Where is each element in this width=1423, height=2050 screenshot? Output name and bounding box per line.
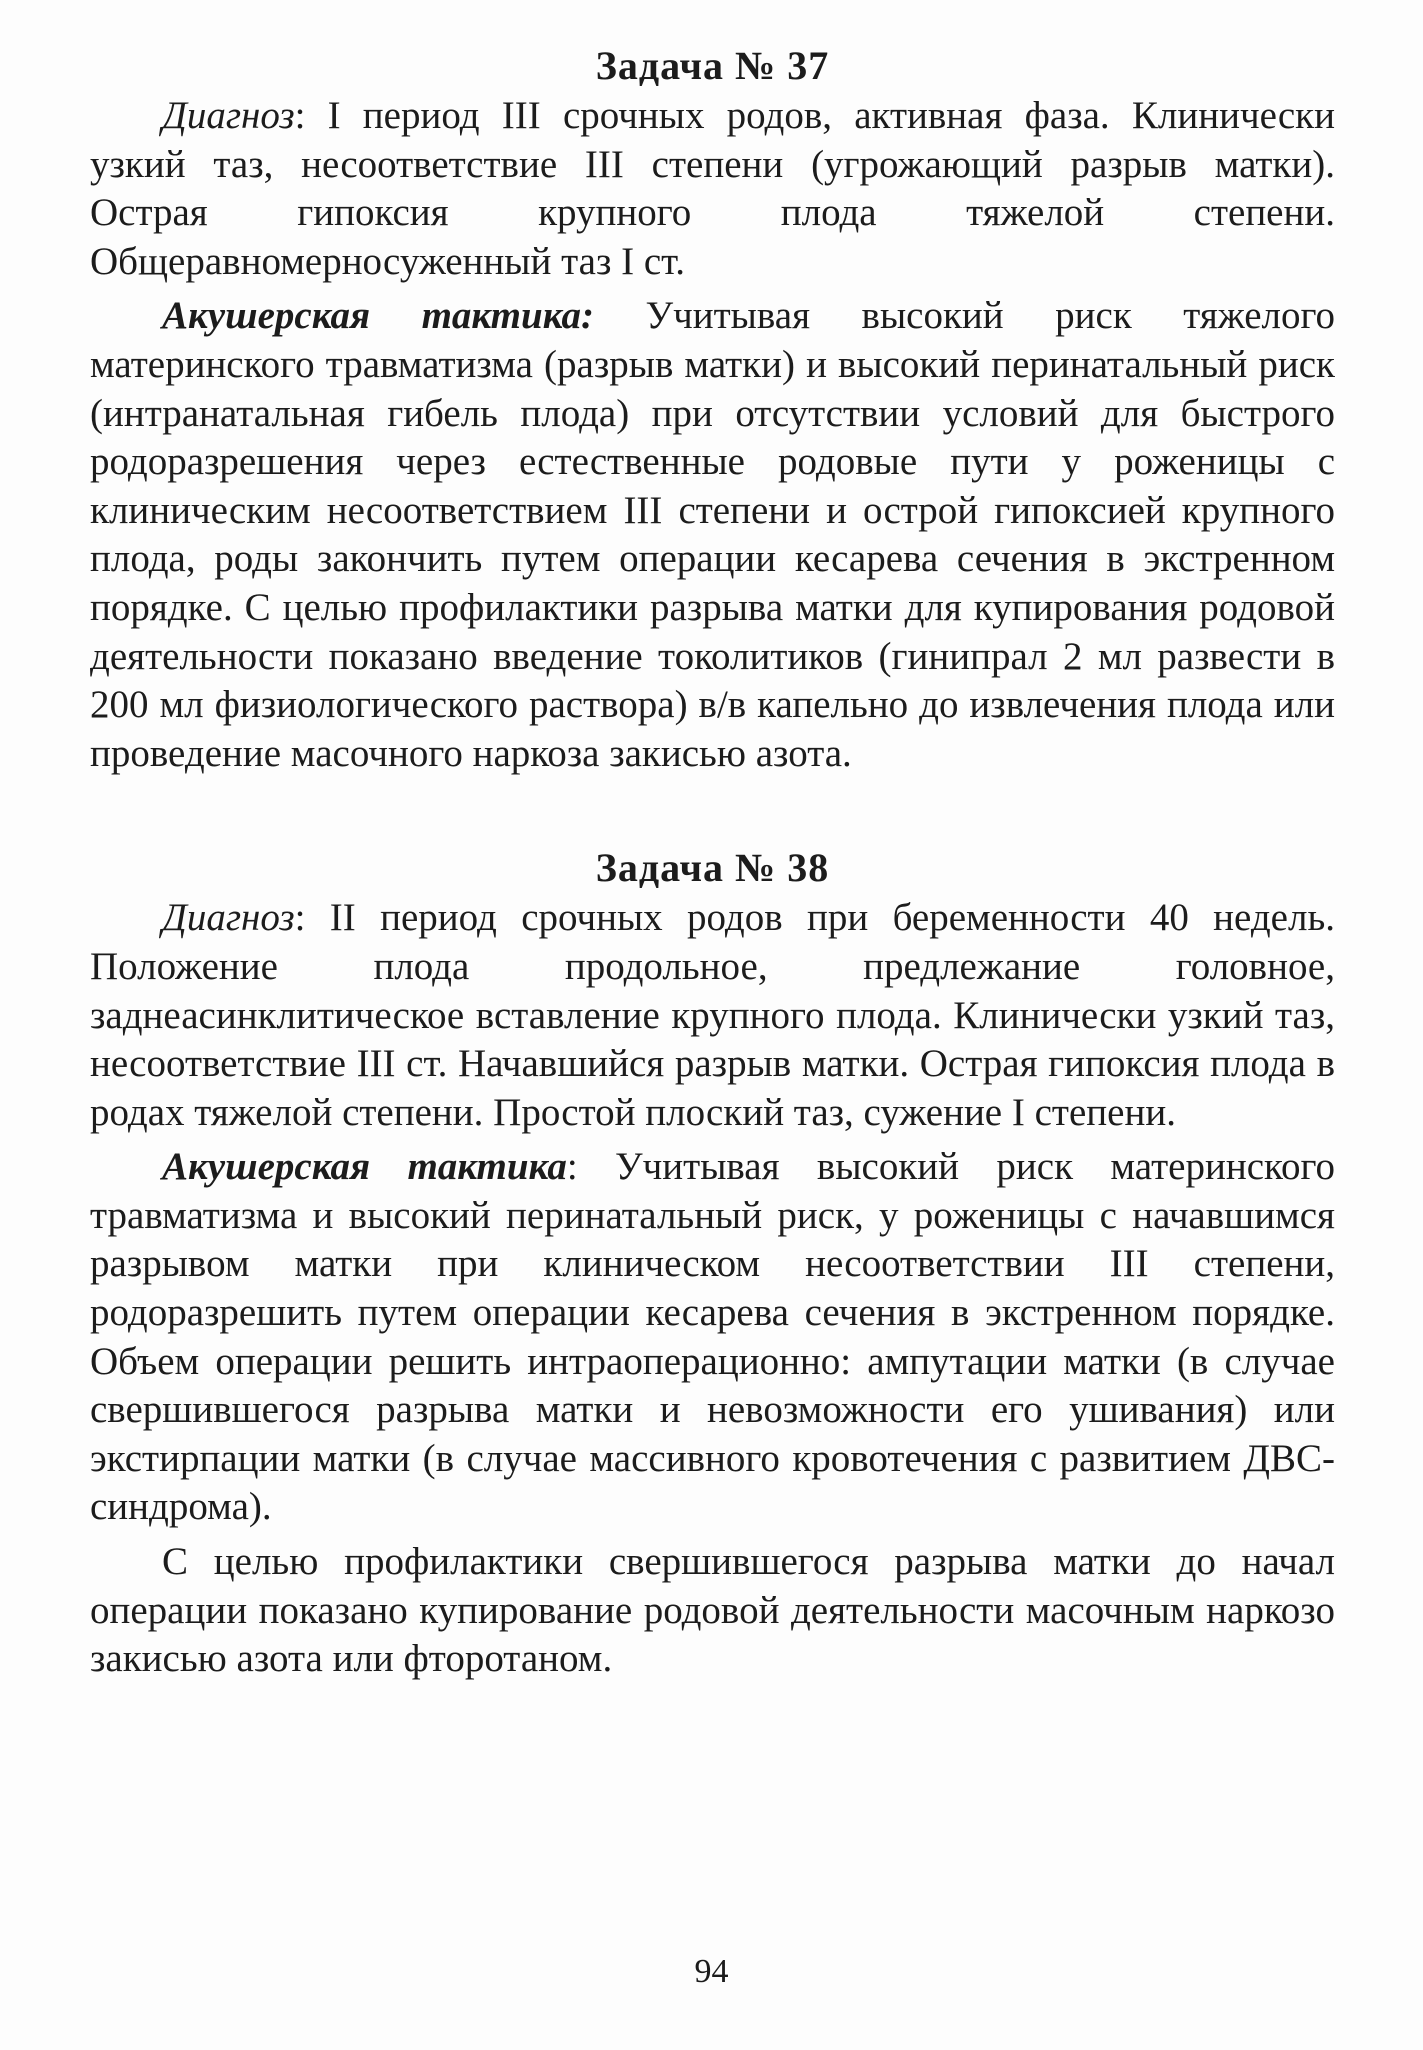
diagnosis-paragraph <box>90 894 1335 1137</box>
diagnosis-label: Диагноз <box>162 896 295 940</box>
task-37 <box>90 42 1335 778</box>
tactics-text: : Учитывая высокий риск материнского травматизма и высокий перинатальный риск, у роженицы с начавшимся разрывом матки при клиническом несоответствии III степени, родоразрешить путем операции кесарева сечения в экстренном порядке. Объем операции решить интраоперационно: ампутации матки (в случае свершившегося разрыва матки и невозможности его ушивания) или экстирпации матки (в случае массивного кровотечения с развитием ДВС-синдрома). <box>90 1145 1335 1529</box>
tactics-label: Акушерская тактика <box>162 1145 567 1189</box>
page-content <box>90 42 1335 1690</box>
diagnosis-label: Диагноз <box>162 94 295 137</box>
task-title: Задача № 37 <box>595 43 830 88</box>
page-number: 94 <box>694 1953 729 1990</box>
task-title: Задача № 38 <box>595 845 830 891</box>
tactics-label: Акушерская тактика: <box>162 294 594 338</box>
task-38 <box>90 844 1335 1684</box>
diagnosis-text: : I период III срочных родов, активная фаза. Клинически узкий таз, несоответствие III степени (угрожающий разрыв матки). Острая гипоксия крупного плода тяжелой степени. Общеравномерносуженный таз I ст. <box>90 94 1335 283</box>
section-gap <box>90 784 1335 844</box>
tactics-paragraph <box>90 292 1335 778</box>
extra-paragraph: С целью профилактики свершившегося разрыва матки до начал операции показано купирование родовой деятельности масочным наркозо закисью азота или фторотаном. <box>90 1540 1335 1681</box>
diagnosis-text: : II период срочных родов при беременности 40 недель. Положение плода продольное, предлежание головное, заднеасинклитическое вставление крупного плода. Клинически узкий таз, несоответствие III ст. Начавшийся разрыв матки. Острая гипоксия плода в родах тяжелой степени. Простой плоский таз, сужение I степени. <box>90 896 1335 1134</box>
tactics-paragraph <box>90 1143 1335 1532</box>
diagnosis-paragraph <box>90 92 1335 286</box>
tactics-text: Учитывая высокий риск тяжелого материнского травматизма (разрыв матки) и высокий перинатальный риск (интранатальная гибель плода) при отсутствии условий для быстрого родоразрешения через естественные родовые пути у роженицы с клиническим несоответствием III степени и острой гипоксией крупного плода, роды закончить путем операции кесарева сечения в экстренном порядке. С целью профилактики разрыва матки для купирования родовой деятельности показано введение токолитиков (гинипрал 2 мл развести в 200 мл физиологического раствора) в/в капельно до извлечения плода или проведение масочного наркоза закисью азота. <box>90 294 1335 775</box>
